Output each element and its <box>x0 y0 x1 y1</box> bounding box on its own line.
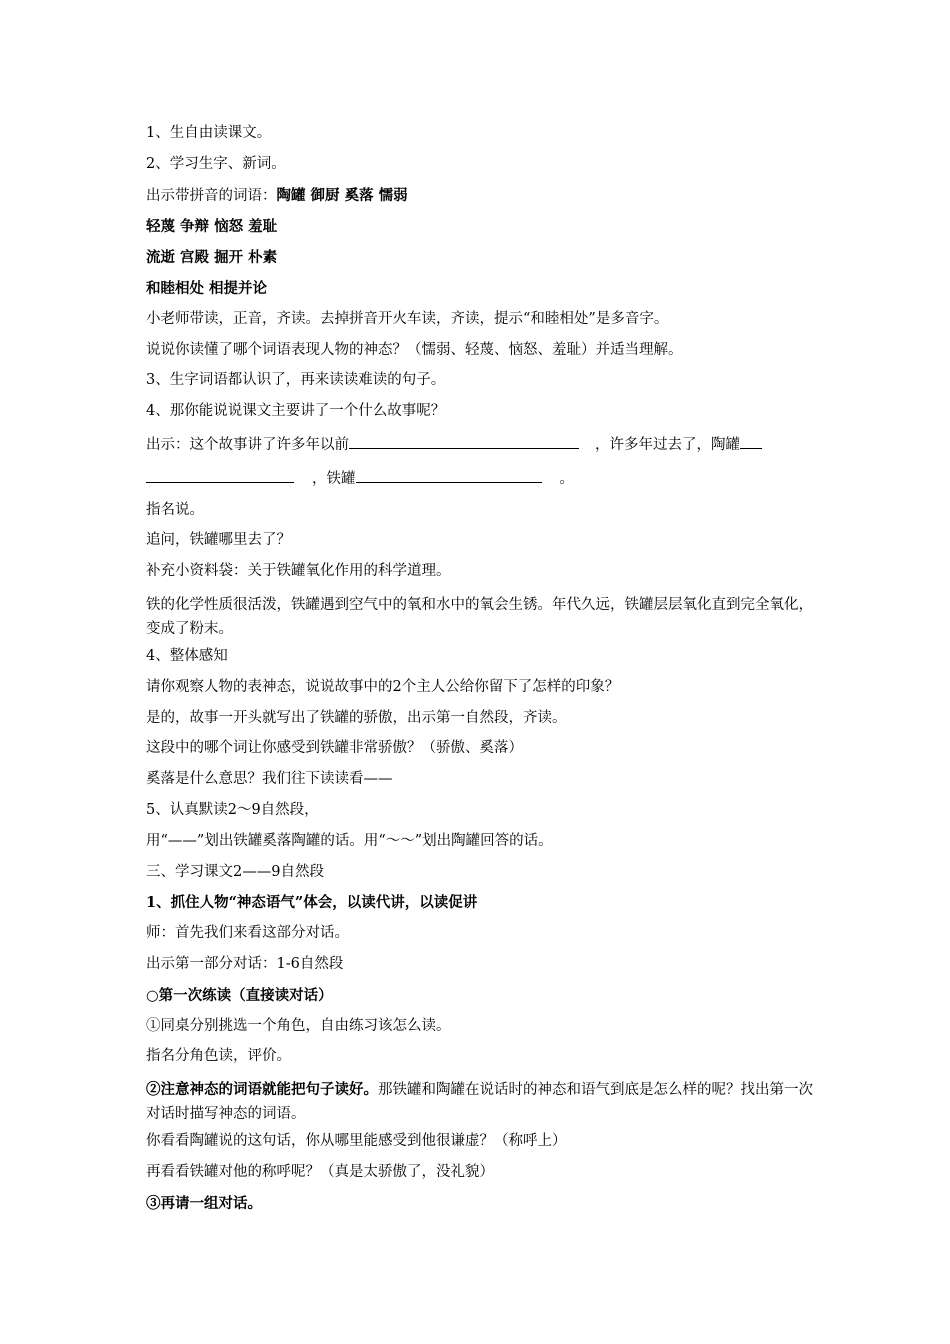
blank-2-end <box>146 467 294 483</box>
underline-instruction: 用“——”划出铁罐奚落陶罐的话。用“～～”划出陶罐回答的话。 <box>146 832 553 849</box>
step-3-difficult-sentences: 3、生字词语都认识了，再来读读难读的句子。 <box>146 372 446 389</box>
practice-step-1: ①同桌分别挑选一个角色，自由练习该怎么读。 <box>146 1017 451 1034</box>
fill-blank-iron: ，铁罐 <box>312 470 356 487</box>
show-dialogue-part-1: 出示第一部分对话：1-6自然段 <box>146 955 344 972</box>
blank-3 <box>356 467 542 483</box>
vocab-row-1: 陶罐 御厨 奚落 懦弱 <box>276 186 408 204</box>
fill-blank-prompt: 出示：这个故事讲了许多年以前 <box>146 436 349 453</box>
step-4-story-question: 4、那你能说说课文主要讲了一个什么故事呢？ <box>146 403 446 420</box>
expression-words-question: 说说你读懂了哪个词语表现人物的神态？（懦弱、轻蔑、恼怒、羞耻）并适当理解。 <box>146 341 683 358</box>
teacher-dialogue-intro: 师：首先我们来看这部分对话。 <box>146 925 349 942</box>
step-1-read-text: 1、生自由读课文。 <box>146 125 272 141</box>
blank-2-start <box>740 433 762 449</box>
call-on-students: 指名说。 <box>146 501 204 518</box>
subheading-1: 1、抓住人物“神态语气”体会，以读代讲，以读促讲 <box>146 894 478 912</box>
xiluo-meaning: 奚落是什么意思？我们往下读读看—— <box>146 771 393 788</box>
blank-1 <box>349 433 579 449</box>
vocab-intro-label: 出示带拼音的词语： <box>146 187 277 204</box>
fill-blank-line-1 <box>146 433 826 455</box>
practice-step-2 <box>146 1078 826 1126</box>
follow-up-question: 追问，铁罐哪里去了？ <box>146 532 291 549</box>
clay-pot-humble-question: 你看看陶罐说的这句话，你从哪里能感受到他很谦虚？（称呼上） <box>146 1133 567 1150</box>
fill-blank-end: 。 <box>559 470 574 487</box>
practice-step-2-body: 那铁罐和陶罐在说话时的神态和语气到底是怎么样的呢？找出第一次对话时描写神态的词语。 <box>146 1082 813 1123</box>
iron-oxidation-paragraph: 铁的化学性质很活泼，铁罐遇到空气中的氧和水中的氧会生锈。年代久远，铁罐层层氧化直到完全氧化，变成了粉末。 <box>146 596 813 637</box>
vocab-row-4: 和睦相处 相提并论 <box>146 279 268 297</box>
practice-step-2-bold: ②注意神态的词语就能把句子读好。 <box>146 1081 378 1099</box>
vocab-row-2: 轻蔑 争辩 恼怒 羞耻 <box>146 218 278 236</box>
vocab-intro <box>146 186 826 206</box>
observe-characters: 请你观察人物的表神态，说说故事中的2个主人公给你留下了怎样的印象？ <box>146 678 620 695</box>
teacher-lead-reading: 小老师带读，正音，齐读。去掉拼音开火车读，齐读，提示“和睦相处”是多音字。 <box>146 310 669 327</box>
iron-pot-address-question: 再看看铁罐对他的称呼呢？（真是太骄傲了，没礼貌） <box>146 1163 494 1180</box>
proud-word-question: 这段中的哪个词让你感受到铁罐非常骄傲？（骄傲、奚落） <box>146 740 523 757</box>
info-bag: 补充小资料袋：关于铁罐氧化作用的科学道理。 <box>146 563 451 580</box>
document-page <box>146 124 826 1225</box>
first-practice-heading: ○第一次练读（直接读对话） <box>146 986 333 1004</box>
practice-step-3: ③再请一组对话。 <box>146 1194 262 1212</box>
fill-blank-mid: ，许多年过去了，陶罐 <box>595 436 740 453</box>
first-paragraph-note: 是的，故事一开头就写出了铁罐的骄傲，出示第一自然段，齐读。 <box>146 709 567 726</box>
step-2-learn-words: 2、学习生字、新词。 <box>146 155 286 172</box>
step-5-silent-read: 5、认真默读2～9自然段， <box>146 801 319 818</box>
role-reading-eval: 指名分角色读，评价。 <box>146 1048 291 1065</box>
step-4-overall: 4、整体感知 <box>146 647 228 664</box>
section-3-heading: 三、学习课文2——9自然段 <box>146 863 324 880</box>
vocab-row-3: 流逝 宫殿 掘开 朴素 <box>146 249 278 267</box>
fill-blank-line-2 <box>146 467 826 489</box>
